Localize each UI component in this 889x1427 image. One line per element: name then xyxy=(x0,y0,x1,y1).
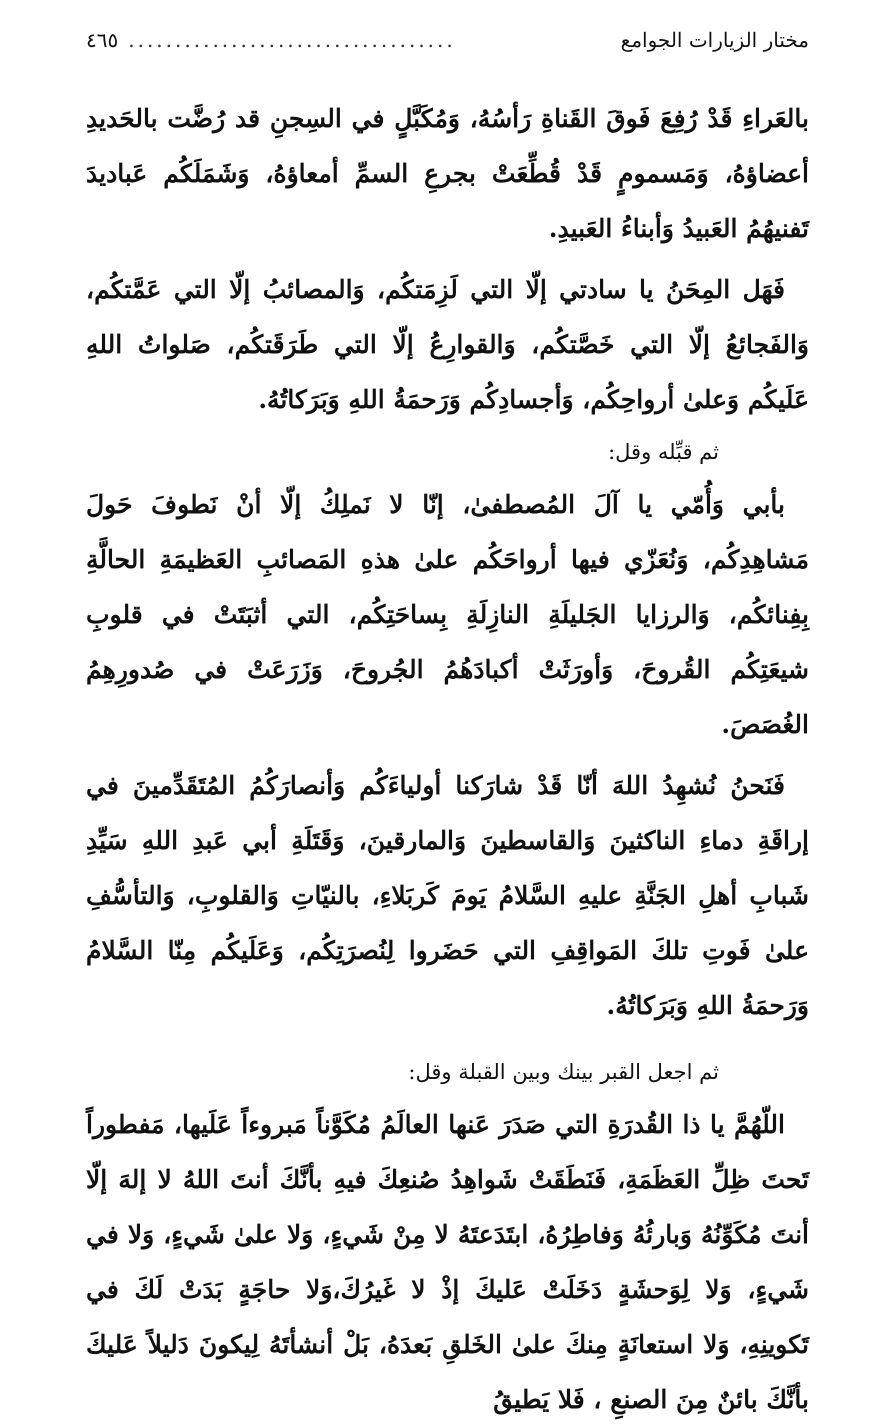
paragraph-3: بأبي وَأُمّي يا آلَ المُصطفىٰ، إنّا لا نَملِكُ إلّا أنْ نَطوفَ حَولَ مَشاهِدِكُم، وَنُعَزّي فيها أرواحَكُم علىٰ هذهِ المَصائبِ العَظيمَةِ الحالَّةِ بِفِنائكُم، وَالرزايا الجَليلَةِ النازِلَةِ بِساحَتِكُم، التي أثبَتَتْ في قلوبِ شيعَتِكُم القُروحَ، وَأورَثَتْ أكبادَهُمُ الجُروحَ، وَزَرَعَتْ في صُدورِهِمُ الغُصَصَ. xyxy=(86,490,809,739)
paragraph-4: فَنَحنُ نُشهِدُ اللهَ أنّا قَدْ شارَكنا أولياءَكُم وَأنصارَكُمُ المُتَقَدِّمينَ في إراقَةِ دماءِ الناكثينَ وَالقاسطينَ وَالمارقينَ، وَقَتَلَةِ أبي عَبدِ اللهِ سَيِّدِ شَبابِ أهلِ الجَنَّةِ عليهِ السَّلامُ يَومَ كَربَلاءِ، بالنيّاتِ وَالقلوبِ، وَالتأسُّفِ علىٰ فَوتِ تلكَ المَواقِفِ التي حَضَروا لِنُصرَتِكُم، وَعَلَيكُم مِنّا السَّلامُ وَرَحمَةُ اللهِ وَبَرَكاتُهُ. xyxy=(86,771,809,1020)
instruction-kiss: ثم قبِّله وقل: xyxy=(608,440,719,464)
leader-dots: ................................... xyxy=(128,28,456,52)
instruction-qibla: ثم اجعل القبر بينك وبين القبلة وقل: xyxy=(408,1060,719,1084)
paragraph-5: اللّهُمَّ يا ذا القُدرَةِ التي صَدَرَ عَنها العالَمُ مُكَوَّناً مَبروءاً عَلَيها، مَفطوراً تَحتَ ظِلِّ العَظَمَةِ، فَنَطَقَتْ شَواهِدُ صُنعِكَ فيهِ بأنَّكَ أنتَ اللهُ لا إلهَ إلّا أنتَ مُكَوِّنُهُ وَبارئُهُ وَفاطِرُهُ، ابتَدَعتَهُ لا مِنْ شَيءٍ، وَلا علىٰ شَيءٍ، وَلا في شَيءٍ، وَلا لِوَحشَةٍ دَخَلَتْ عَليكَ إذْ لا غَيرُكَ،وَلا حاجَةٍ بَدَتْ لَكَ في تَكوينِهِ، وَلا استعانَةٍ مِنكَ علىٰ الخَلقِ بَعدَهُ، بَلْ أنشأتَهُ لِيكونَ دَليلاً عَليكَ بأنَّكَ بائنٌ مِنَ الصنعِ ، فَلا يَطيقُ xyxy=(86,1110,809,1414)
paragraph-1: بالعَراءِ قَدْ رُفِعَ فَوقَ القَناةِ رَأسُهُ، وَمُكَبَّلٍ في السِجنِ قد رُضَّت بالحَديدِ أعضاؤهُ، وَمَسمومٍ قَدْ قُطِّعَتْ بجرعِ السمِّ أمعاؤهُ، وَشَمَلَكُم عَباديدَ تَفنيهُمُ العَبيدُ وَأبناءُ العَبيدِ. xyxy=(86,104,809,243)
page-number: ٤٦٥ xyxy=(86,28,119,52)
running-header xyxy=(86,28,809,69)
paragraph-2: فَهَل المِحَنُ يا سادتي إلّا التي لَزِمَتكُم، وَالمصائبُ إلّا التي عَمَّتكُم، وَالفَجائعُ إلّا التي خَصَّتكُم، وَالقوارِعُ إلّا التي طَرَقَتكُم، صَلواتُ اللهِ عَلَيكُم وَعلىٰ أرواحِكُم، وَأجسادِكُم وَرَحمَةُ اللهِ وَبَرَكاتُهُ. xyxy=(86,275,809,414)
book-title: مختار الزيارات الجوامع xyxy=(620,28,809,52)
